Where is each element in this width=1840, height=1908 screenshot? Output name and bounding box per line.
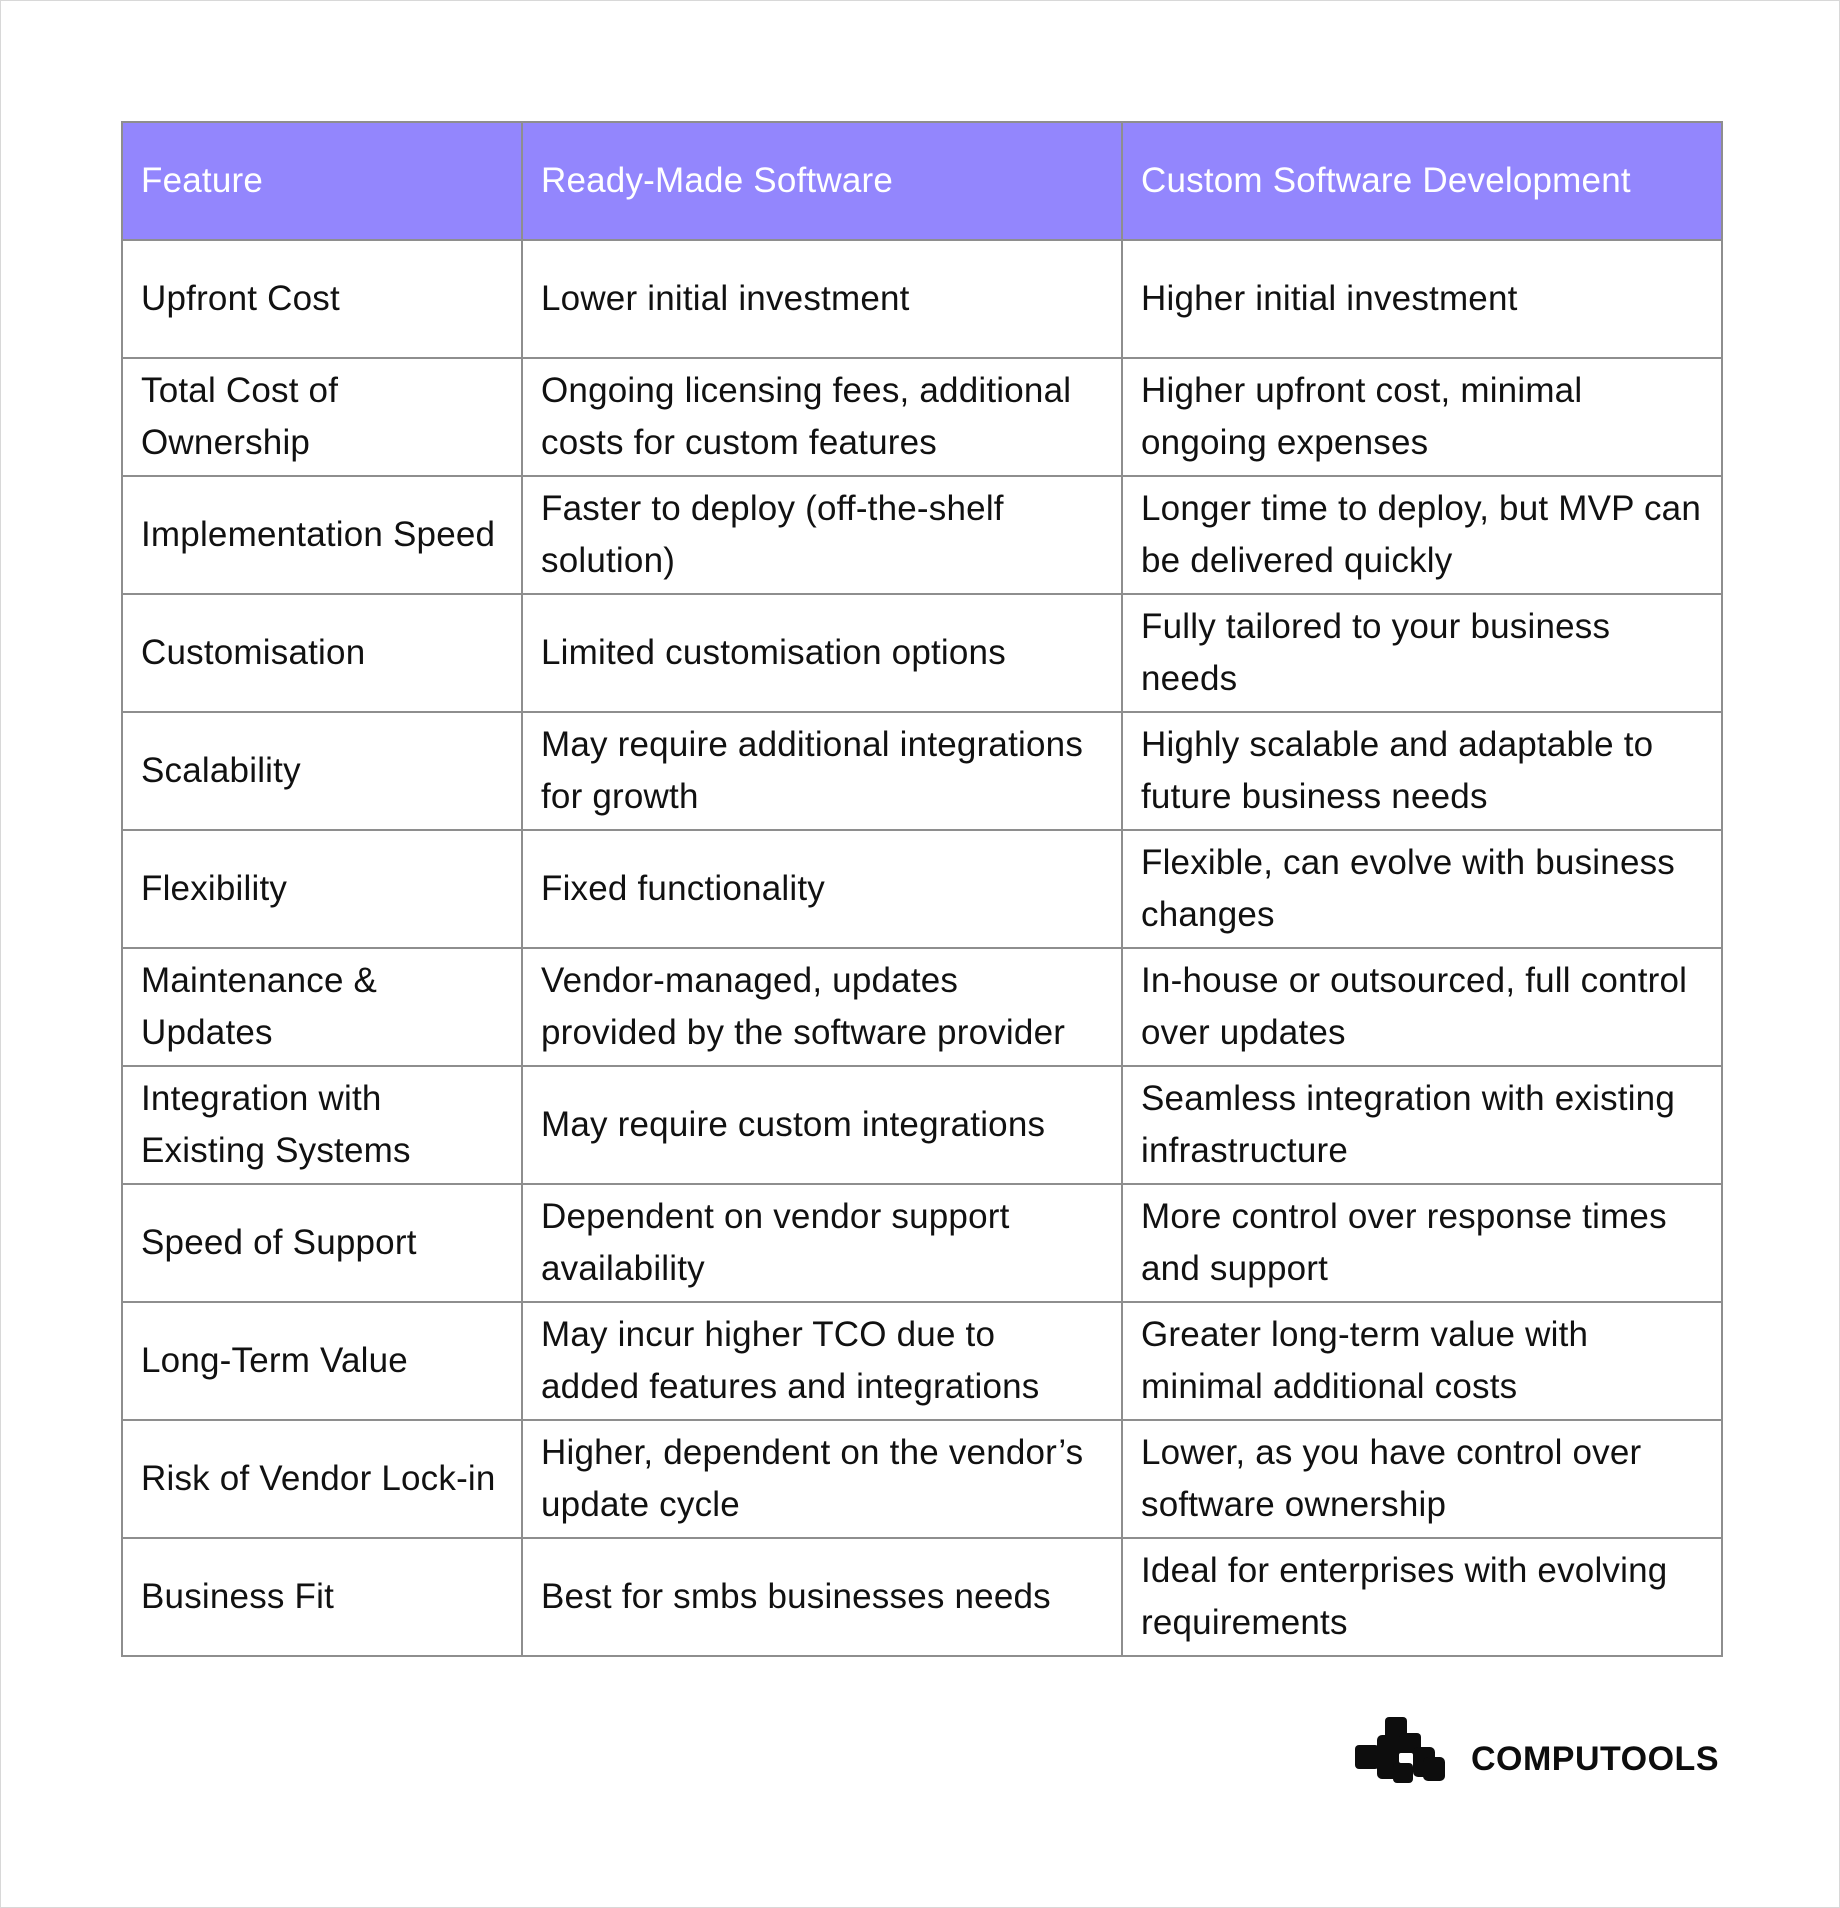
cell-ready-made: May require additional integrations for growth bbox=[522, 712, 1122, 830]
table-row bbox=[122, 1420, 1722, 1538]
cell-ready-made: Dependent on vendor support availability bbox=[522, 1184, 1122, 1302]
cell-feature: Long-Term Value bbox=[122, 1302, 522, 1420]
cell-ready-made: Higher, dependent on the vendor’s update cycle bbox=[522, 1420, 1122, 1538]
cell-custom: Lower, as you have control over software ownership bbox=[1122, 1420, 1722, 1538]
cell-ready-made: Faster to deploy (off-the-shelf solution) bbox=[522, 476, 1122, 594]
cell-ready-made: Best for smbs businesses needs bbox=[522, 1538, 1122, 1656]
cell-feature: Speed of Support bbox=[122, 1184, 522, 1302]
table-row bbox=[122, 1066, 1722, 1184]
cell-ready-made: Vendor-managed, updates provided by the software provider bbox=[522, 948, 1122, 1066]
cell-custom: Greater long-term value with minimal additional costs bbox=[1122, 1302, 1722, 1420]
cell-custom: Higher initial investment bbox=[1122, 240, 1722, 358]
table-row bbox=[122, 1302, 1722, 1420]
header-feature: Feature bbox=[122, 122, 522, 240]
cell-custom: Longer time to deploy, but MVP can be delivered quickly bbox=[1122, 476, 1722, 594]
cell-feature: Total Cost of Ownership bbox=[122, 358, 522, 476]
computools-logo-icon bbox=[1355, 1717, 1447, 1791]
table-header-row bbox=[122, 122, 1722, 240]
table-row bbox=[122, 712, 1722, 830]
cell-custom: Ideal for enterprises with evolving requirements bbox=[1122, 1538, 1722, 1656]
table-row bbox=[122, 358, 1722, 476]
cell-feature: Business Fit bbox=[122, 1538, 522, 1656]
comparison-table bbox=[121, 121, 1723, 1657]
brand-name: COMPUTOOLS bbox=[1470, 1739, 1719, 1778]
table-row bbox=[122, 476, 1722, 594]
cell-feature: Upfront Cost bbox=[122, 240, 522, 358]
cell-ready-made: May require custom integrations bbox=[522, 1066, 1122, 1184]
table-row bbox=[122, 948, 1722, 1066]
cell-feature: Flexibility bbox=[122, 830, 522, 948]
header-custom-software-development: Custom Software Development bbox=[1122, 122, 1722, 240]
cell-ready-made: May incur higher TCO due to added features and integrations bbox=[522, 1302, 1122, 1420]
table-body bbox=[122, 240, 1722, 1656]
cell-feature: Customisation bbox=[122, 594, 522, 712]
cell-custom: In-house or outsourced, full control over updates bbox=[1122, 948, 1722, 1066]
cell-ready-made: Limited customisation options bbox=[522, 594, 1122, 712]
brand-lockup bbox=[1355, 1717, 1719, 1791]
cell-feature: Risk of Vendor Lock-in bbox=[122, 1420, 522, 1538]
cell-custom: Higher upfront cost, minimal ongoing expenses bbox=[1122, 358, 1722, 476]
cell-feature: Integration with Existing Systems bbox=[122, 1066, 522, 1184]
header-ready-made-software: Ready-Made Software bbox=[522, 122, 1122, 240]
table-row bbox=[122, 830, 1722, 948]
cell-feature: Scalability bbox=[122, 712, 522, 830]
cell-ready-made: Ongoing licensing fees, additional costs for custom features bbox=[522, 358, 1122, 476]
cell-custom: Fully tailored to your business needs bbox=[1122, 594, 1722, 712]
cell-feature: Implementation Speed bbox=[122, 476, 522, 594]
cell-ready-made: Lower initial investment bbox=[522, 240, 1122, 358]
cell-feature: Maintenance & Updates bbox=[122, 948, 522, 1066]
table-row bbox=[122, 594, 1722, 712]
table-row bbox=[122, 240, 1722, 358]
cell-custom: Seamless integration with existing infrastructure bbox=[1122, 1066, 1722, 1184]
cell-custom: More control over response times and support bbox=[1122, 1184, 1722, 1302]
cell-custom: Highly scalable and adaptable to future business needs bbox=[1122, 712, 1722, 830]
cell-custom: Flexible, can evolve with business changes bbox=[1122, 830, 1722, 948]
cell-ready-made: Fixed functionality bbox=[522, 830, 1122, 948]
table-row bbox=[122, 1538, 1722, 1656]
table-row bbox=[122, 1184, 1722, 1302]
